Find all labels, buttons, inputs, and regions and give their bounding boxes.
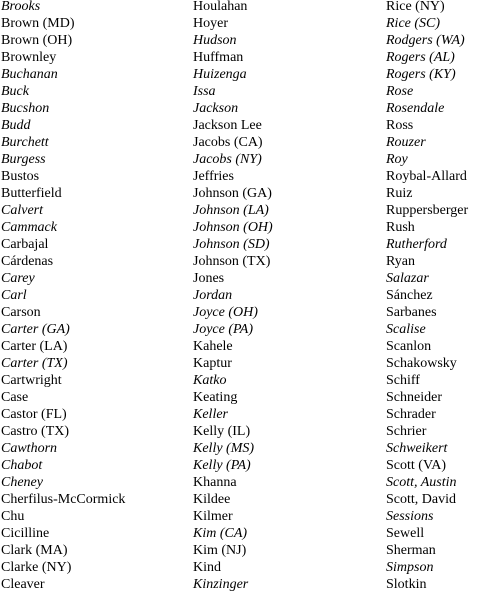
member-name: Schweikert: [386, 441, 448, 456]
member-name: Roybal-Allard: [386, 169, 467, 184]
member-name: Sarbanes: [386, 305, 437, 320]
member-name: Johnson (LA): [193, 203, 269, 218]
member-name: Castor (FL): [1, 407, 67, 422]
member-name: Carter (LA): [1, 339, 68, 354]
member-name: Calvert: [1, 203, 43, 218]
member-name: Rush: [386, 220, 415, 235]
member-name: Scott, David: [386, 492, 456, 507]
member-name: Joyce (PA): [193, 322, 253, 337]
member-name: Kim (CA): [193, 526, 248, 541]
member-name: Cartwright: [1, 373, 62, 388]
member-name: Cárdenas: [1, 254, 54, 269]
member-name: Schrier: [386, 424, 427, 439]
member-name: Roy: [386, 152, 408, 167]
member-name: Issa: [193, 84, 216, 99]
member-name: Joyce (OH): [193, 305, 258, 320]
member-name: Schrader: [386, 407, 436, 422]
member-name: Rogers (KY): [386, 67, 456, 82]
member-name: Carey: [1, 271, 35, 286]
member-name: Cleaver: [1, 577, 45, 592]
member-name: Johnson (TX): [193, 254, 271, 269]
member-name: Ruppersberger: [386, 203, 469, 218]
member-name: Kahele: [193, 339, 233, 354]
member-name: Jeffries: [193, 169, 234, 184]
member-name: Jackson Lee: [193, 118, 262, 133]
member-name: Butterfield: [1, 186, 62, 201]
member-name: Rosendale: [386, 101, 445, 116]
member-name: Case: [1, 390, 29, 405]
member-name: Johnson (OH): [193, 220, 273, 235]
member-name: Bucshon: [1, 101, 50, 116]
member-name: Houlahan: [193, 0, 248, 14]
member-name: Kelly (MS): [193, 441, 255, 456]
member-name: Carbajal: [1, 237, 49, 252]
roster-column-2: [193, 0, 383, 593]
member-name: Scanlon: [386, 339, 432, 354]
member-name: Jordan: [193, 288, 233, 303]
member-name: Bustos: [1, 169, 40, 184]
member-name: Cherfilus-McCormick: [1, 492, 126, 507]
member-name: Brownley: [1, 50, 57, 65]
member-name: Clarke (NY): [1, 560, 72, 575]
member-name: Kilmer: [193, 509, 233, 524]
member-name: Scott (VA): [386, 458, 447, 473]
member-name: Ruiz: [386, 186, 413, 201]
member-name: Burchett: [1, 135, 49, 150]
member-name: Kelly (PA): [193, 458, 251, 473]
member-name: Jacobs (CA): [193, 135, 263, 150]
member-name: Jones: [193, 271, 225, 286]
member-name: Huizenga: [193, 67, 247, 82]
member-name: Cawthorn: [1, 441, 58, 456]
member-name: Chabot: [1, 458, 43, 473]
member-name: Sewell: [386, 526, 425, 541]
member-name: Johnson (GA): [193, 186, 272, 201]
member-name: Buck: [1, 84, 29, 99]
member-name: Scott, Austin: [386, 475, 457, 490]
member-name: Kildee: [193, 492, 231, 507]
member-name: Katko: [193, 373, 227, 388]
member-name: Carter (TX): [1, 356, 68, 371]
member-name: Kind: [193, 560, 221, 575]
member-name: Jacobs (NY): [193, 152, 262, 167]
member-name: Carter (GA): [1, 322, 70, 337]
member-name: Hudson: [193, 33, 237, 48]
member-name: Rogers (AL): [386, 50, 455, 65]
member-name: Cammack: [1, 220, 57, 235]
member-name: Carson: [1, 305, 41, 320]
member-name: Rice (NY): [386, 0, 445, 14]
member-name: Carl: [1, 288, 27, 303]
member-name: Johnson (SD): [193, 237, 270, 252]
member-name: Keating: [193, 390, 238, 405]
roster-column-1: [1, 0, 191, 593]
member-name: Rouzer: [386, 135, 426, 150]
member-name: Burgess: [1, 152, 46, 167]
member-name: Hoyer: [193, 16, 228, 31]
member-name: Kelly (IL): [193, 424, 251, 439]
member-name: Slotkin: [386, 577, 427, 592]
member-name: Schiff: [386, 373, 420, 388]
member-name: Sessions: [386, 509, 434, 524]
member-name: Kaptur: [193, 356, 232, 371]
member-name: Rice (SC): [386, 16, 441, 31]
member-name: Rutherford: [386, 237, 447, 252]
member-name: Khanna: [193, 475, 237, 490]
member-name: Sánchez: [386, 288, 433, 303]
member-name: Schakowsky: [386, 356, 457, 371]
member-name: Kinzinger: [193, 577, 249, 592]
member-name: Cheney: [1, 475, 43, 490]
member-name: Scalise: [386, 322, 426, 337]
member-name: Kim (NJ): [193, 543, 247, 558]
member-name: Brooks: [1, 0, 41, 14]
member-name: Clark (MA): [1, 543, 68, 558]
member-name: Rodgers (WA): [386, 33, 465, 48]
member-name: Huffman: [193, 50, 244, 65]
roster-column-3: [386, 0, 494, 593]
member-name: Simpson: [386, 560, 434, 575]
member-name: Schneider: [386, 390, 442, 405]
member-name: Brown (OH): [1, 33, 73, 48]
member-name: Keller: [193, 407, 228, 422]
member-name: Cicilline: [1, 526, 50, 541]
member-name: Jackson: [193, 101, 239, 116]
member-name: Buchanan: [1, 67, 58, 82]
member-name: Budd: [1, 118, 31, 133]
member-name: Brown (MD): [1, 16, 75, 31]
member-name: Castro (TX): [1, 424, 70, 439]
member-name: Ryan: [386, 254, 415, 269]
member-name: Ross: [386, 118, 414, 133]
member-name: Salazar: [386, 271, 429, 286]
member-name: Sherman: [386, 543, 436, 558]
member-name: Chu: [1, 509, 25, 524]
member-name: Rose: [386, 84, 414, 99]
